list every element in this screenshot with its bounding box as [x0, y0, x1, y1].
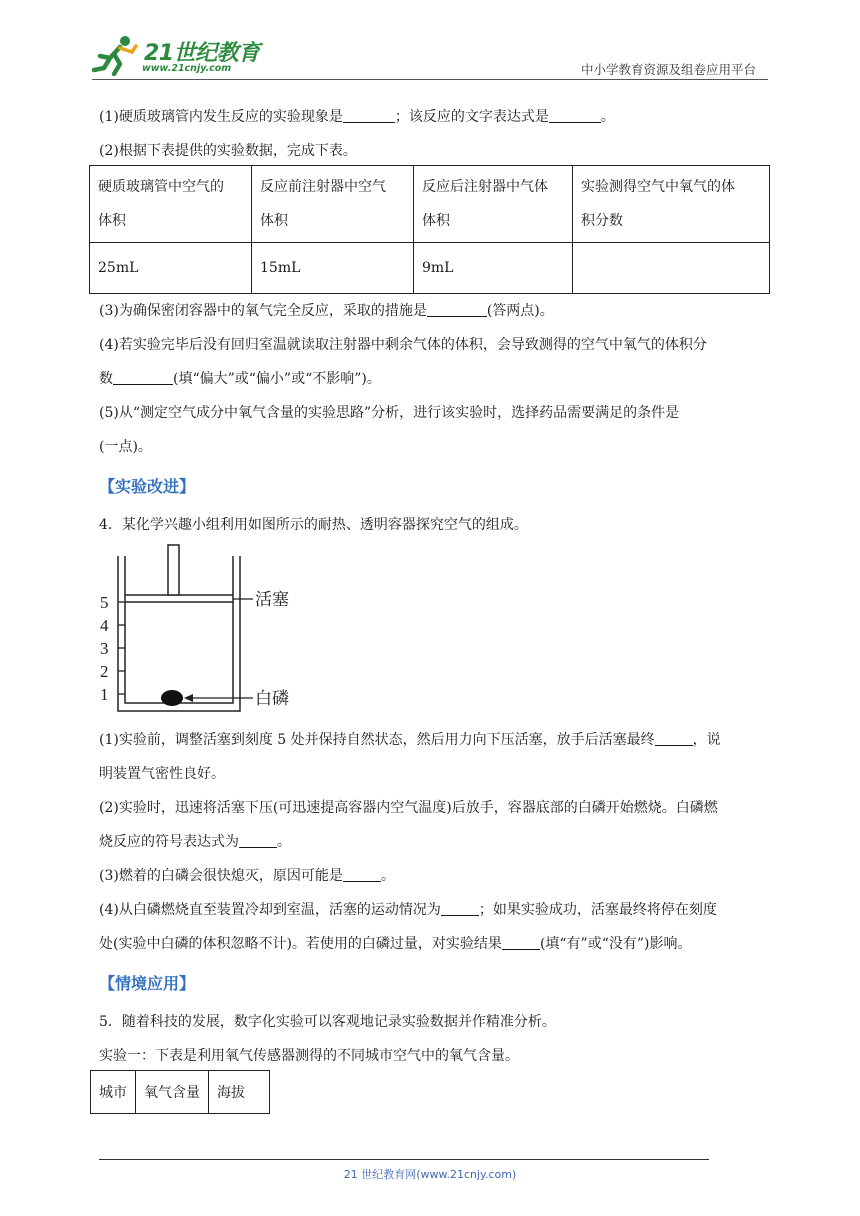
q4-part1-line2: 明装置气密性良好。 — [99, 766, 225, 782]
footer-link[interactable]: 21 世纪教育网(www.21cnjy.com) — [343, 1168, 517, 1181]
scale-ticks — [118, 602, 125, 694]
q4-part4-line1: (4)从白磷燃烧直至装置冷却到室温，活塞的运动情况为 ；如果实验成功，活塞最终将停在刻度 — [99, 902, 717, 918]
table-header-cell: 海拔 — [209, 1071, 270, 1114]
q3-part2: (2)根据下表提供的实验数据，完成下表。 — [99, 143, 357, 159]
answer-blank[interactable] — [441, 901, 479, 916]
table-cell: 9mL — [414, 243, 573, 294]
q4-stem: 4．某化学兴趣小组利用如图所示的耐热、透明容器探究空气的组成。 — [99, 517, 528, 533]
q3-part5-line2: (一点)。 — [99, 439, 152, 455]
white-phosphorus — [161, 690, 183, 706]
section-heading-experiment-improvement: 【实验改进】 — [99, 477, 196, 496]
q4-part2-line1: (2)实验时，迅速将活塞下压(可迅速提高容器内空气温度)后放手，容器底部的白磷开始燃烧。白磷燃 — [99, 800, 718, 816]
q5-stem: 5．随着科技的发展，数字化实验可以客观地记录实验数据并作精准分析。 — [99, 1014, 556, 1030]
footer-divider — [99, 1159, 709, 1160]
apparatus-figure — [95, 543, 325, 715]
scale-label: 5 — [100, 593, 109, 612]
header-platform-text: 中小学教育资源及组卷应用平台 — [580, 62, 756, 77]
table-row — [90, 243, 770, 294]
section-heading-scenario-application: 【情境应用】 — [99, 974, 196, 993]
header-divider — [92, 79, 768, 80]
q4-part1-line1: (1)实验前，调整活塞到刻度 5 处并保持自然状态，然后用力向下压活塞，放手后活塞最终 ，说 — [99, 732, 721, 748]
city-oxygen-table — [90, 1070, 270, 1114]
scale-label: 3 — [100, 639, 109, 658]
answer-blank[interactable] — [427, 302, 487, 317]
table-header-cell: 氧气含量 — [136, 1071, 209, 1114]
piston — [125, 545, 233, 602]
runner-icon — [92, 34, 142, 76]
q3-part5-line1: (5)从“测定空气成分中氧气含量的实验思路”分析，进行该实验时，选择药品需要满足的条件是 — [99, 405, 680, 421]
data-table — [89, 165, 770, 294]
q4-part3: (3)燃着的白磷会很快熄灭，原因可能是 。 — [99, 868, 395, 884]
table-cell: 25mL — [90, 243, 252, 294]
scale-labels — [100, 593, 109, 704]
logo-url: www.21cnjy.com — [142, 63, 232, 74]
table-header-row — [90, 166, 770, 243]
answer-blank[interactable] — [239, 833, 277, 848]
q4-part4-line2: 处(实验中白磷的体积忽略不计)。若使用的白磷过量，对实验结果 (填“有”或“没有”)影响。 — [99, 936, 692, 952]
scale-label: 2 — [100, 662, 109, 681]
site-logo[interactable] — [92, 34, 272, 78]
q4-part2-line2: 烧反应的符号表达式为 。 — [99, 834, 291, 850]
phosphorus-label: 白磷 — [255, 689, 289, 709]
q3-part3: (3)为确保密闭容器中的氧气完全反应，采取的措施是 (答两点)。 — [99, 303, 554, 319]
answer-blank[interactable] — [655, 731, 693, 746]
arrow-head-icon — [184, 694, 193, 702]
answer-blank[interactable] — [343, 867, 381, 882]
q3-part1: (1)硬质玻璃管内发生反应的实验现象是 ；该反应的文字表达式是 。 — [99, 109, 615, 125]
table-cell: 15mL — [252, 243, 414, 294]
logo-text: 21世纪教育 — [144, 41, 260, 66]
table-header-cell: 实验测得空气中氧气的体 积分数 — [573, 166, 770, 243]
answer-blank[interactable] — [343, 108, 395, 123]
table-header-row — [91, 1071, 270, 1114]
q3-part4-line2: 数 (填“偏大”或“偏小”或“不影响”)。 — [99, 371, 381, 387]
scale-label: 4 — [100, 616, 109, 635]
answer-cell[interactable] — [573, 243, 770, 294]
answer-blank[interactable] — [113, 370, 173, 385]
table-header-cell: 硬质玻璃管中空气的 体积 — [90, 166, 252, 243]
answer-blank[interactable] — [502, 935, 540, 950]
table-header-cell: 反应前注射器中空气 体积 — [252, 166, 414, 243]
piston-label: 活塞 — [255, 590, 289, 610]
answer-blank[interactable] — [549, 108, 601, 123]
table-header-cell: 反应后注射器中气体 体积 — [414, 166, 573, 243]
scale-label: 1 — [100, 685, 109, 704]
q5-experiment1: 实验一：下表是利用氧气传感器测得的不同城市空气中的氧气含量。 — [99, 1048, 519, 1064]
table-header-cell: 城市 — [91, 1071, 136, 1114]
q3-part4-line1: (4)若实验完毕后没有回归室温就读取注射器中剩余气体的体积，会导致测得的空气中氧气的体积分 — [99, 337, 707, 353]
